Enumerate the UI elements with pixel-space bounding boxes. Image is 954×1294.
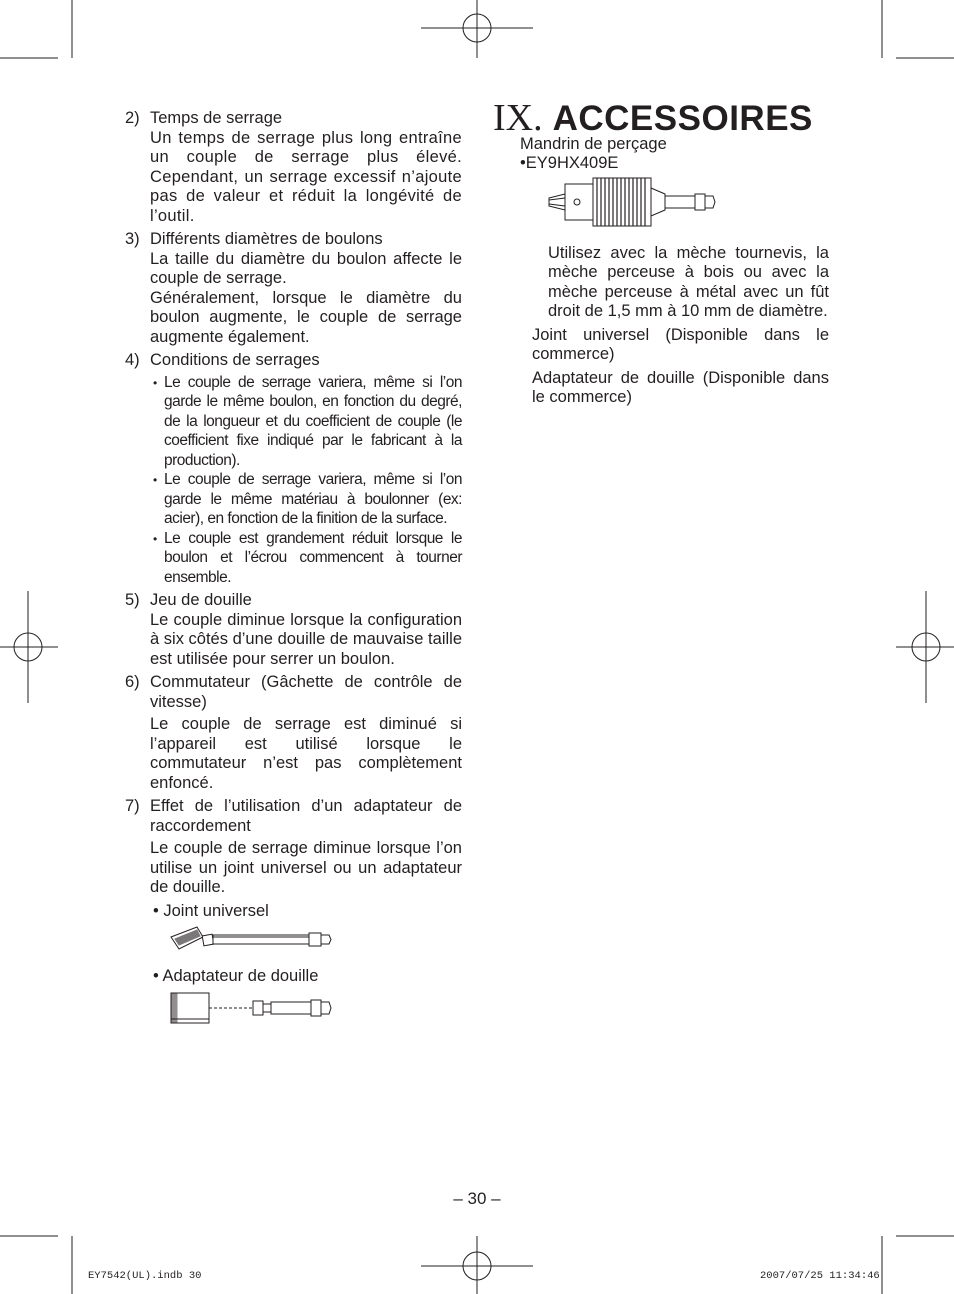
item-number: 6) [125, 673, 140, 691]
item-paragraph: Le couple diminue lorsque la configuration à six côtés d’une douille de mauvaise taille est utilisée pour serrer un boulon. [150, 610, 462, 668]
footer-timestamp: 2007/07/25 11:34:46 [760, 1270, 880, 1282]
chuck-note: Utilisez avec la mèche tournevis, la mèche perceuse à bois ou avec la mèche perceuse à métal avec un fût droit de 1,5 mm à 10 mm de diamètre. [548, 243, 829, 320]
item-number: 3) [125, 230, 140, 248]
list-item [125, 797, 462, 898]
item-title: Effet de l’utilisation d’un adaptateur de raccordement [150, 797, 462, 835]
item-paragraph: Le couple de serrage diminue lorsque l’on utilise un joint universel ou un adaptateur de douille. [150, 839, 462, 896]
item-number: 5) [125, 591, 140, 609]
item-number: 4) [125, 351, 140, 369]
page-number: – 30 – [453, 1189, 501, 1208]
universal-joint-figure [167, 923, 337, 959]
right-column [493, 97, 829, 408]
left-column [125, 109, 462, 1029]
chuck-model: •EY9HX409E [520, 154, 619, 172]
item-title: Temps de serrage [150, 109, 283, 127]
item-paragraph: Le couple de serrage est diminué si l’appareil est utilisé lorsque le commutateur n’est pas complètement enfoncé. [150, 715, 462, 792]
item-number: 7) [125, 797, 140, 815]
chuck-label: Mandrin de perçage [520, 134, 667, 153]
list-item [125, 591, 462, 669]
item-title: Différents diamètres de boulons [150, 230, 383, 248]
section-title [493, 97, 829, 139]
item-title: Commutateur (Gâchette de contrôle de vitesse) [150, 673, 462, 711]
list-item [125, 230, 462, 347]
list-item [125, 673, 462, 793]
item-title: Jeu de douille [150, 591, 252, 609]
section-heading: ACCESSOIRES [552, 99, 813, 138]
footer-file-info: EY7542(UL).indb 30 [88, 1270, 202, 1282]
section-number: IX. [493, 97, 543, 139]
list-item [125, 109, 462, 226]
bullet-item: • Le couple est grandement réduit lorsque le boulon et l’écrou commencent à tourner ensemble. [150, 529, 462, 588]
bullet-item: • Le couple de serrage variera, même si l’on garde le même boulon, en fonction du degré, de la longueur et du coefficient de couple (le coefficient fixe indiqué par le fabricant à la production). [150, 373, 462, 471]
bullet-item: • Le couple de serrage variera, même si l’on garde le même matériau à boulonner (ex: acier), en fonction de la finition de la surface. [150, 470, 462, 529]
item-paragraph: Un temps de serrage plus long entraîne un couple de serrage plus élevé. Cependant, un serrage excessif n’ajoute pas de valeur et réduit la longévité de l’outil. [150, 128, 462, 225]
item-number: 2) [125, 109, 140, 127]
socket-adapter-figure [167, 989, 337, 1029]
list-item [125, 351, 462, 587]
adapter-note: Adaptateur de douille (Disponible dans le commerce) [532, 368, 829, 406]
item-paragraph: Généralement, lorsque le diamètre du boulon augmente, le couple de serrage augmente également. [150, 288, 462, 346]
item-paragraph: La taille du diamètre du boulon affecte le couple de serrage. [150, 249, 462, 287]
joint-label: • Joint universel [153, 901, 269, 920]
item-title: Conditions de serrages [150, 351, 320, 369]
bullet-list [150, 373, 462, 588]
adapter-label: • Adaptateur de douille [153, 967, 319, 985]
drill-chuck-figure [545, 174, 745, 236]
joint-note: Joint universel (Disponible dans le commerce) [532, 325, 829, 363]
